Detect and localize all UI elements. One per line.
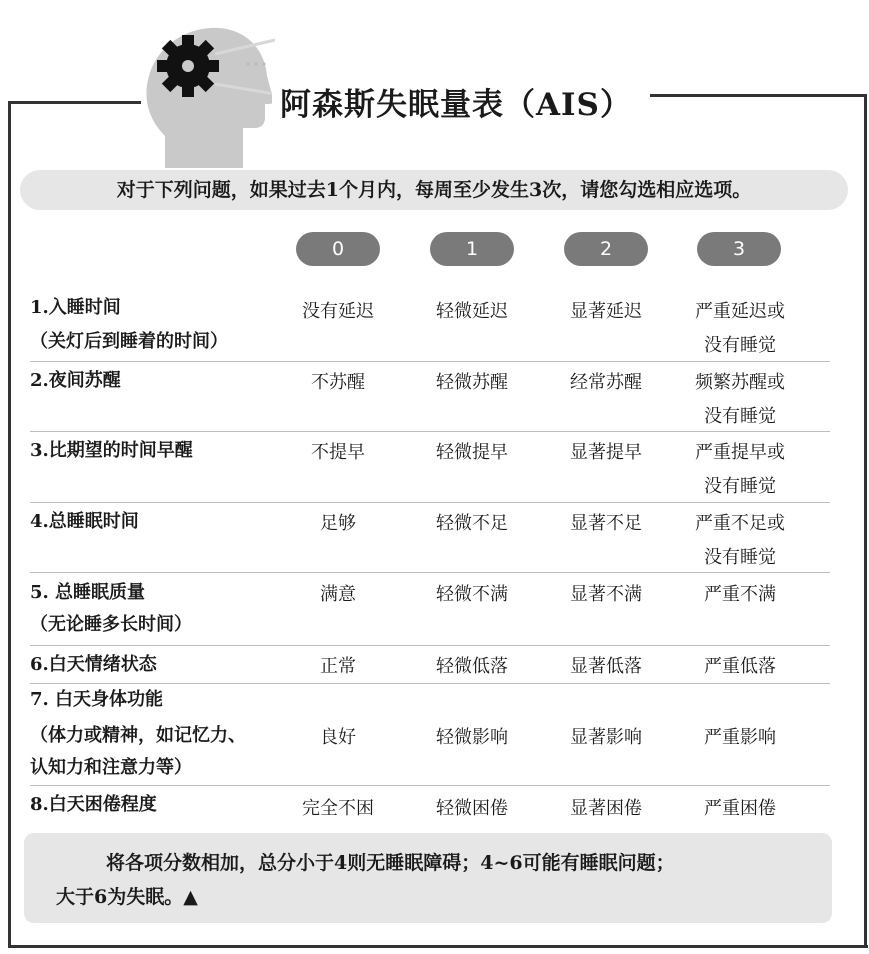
option-cell: 严重影响 [704,727,776,748]
item-label: 1.入睡时间 [30,297,121,318]
option-cell: 正常 [320,656,356,677]
frame-left-border [8,101,11,947]
option-cell: 严重困倦 [704,798,776,819]
option-cell: 显著不满 [570,584,642,605]
option-cell: 严重不满 [704,584,776,605]
item-label: 5. 总睡眠质量 [30,582,146,603]
option-cell: 轻微低落 [436,656,508,677]
item-label-note: （无论睡多长时间） [30,614,192,635]
option-cell: 显著影响 [570,727,642,748]
item-label: 7. 白天身体功能 [30,689,164,710]
page-title: 阿森斯失眠量表（AIS） [272,80,640,130]
score-pill-3: 3 [697,232,781,266]
option-cell-line2: 没有睡觉 [704,335,776,356]
option-cell: 经常苏醒 [570,372,642,393]
option-cell: 显著困倦 [570,798,642,819]
option-cell: 不提早 [311,442,365,463]
option-cell: 严重延迟或 [695,301,785,322]
frame-top-left-line [8,101,141,104]
item-label: 3.比期望的时间早醒 [30,440,193,461]
row-divider [30,785,830,786]
row-divider [30,431,830,432]
item-label: 6.白天情绪状态 [30,654,157,675]
option-cell: 良好 [320,727,356,748]
row-divider [30,361,830,362]
scoring-note-line1: 将各项分数相加，总分小于4则无睡眠障碍；4~6可能有睡眠问题； [106,852,675,874]
option-cell: 满意 [320,584,356,605]
row-divider [30,645,830,646]
option-cell: 轻微延迟 [436,301,508,322]
option-cell: 频繁苏醒或 [695,372,785,393]
option-cell: 严重不足或 [695,513,785,534]
score-pill-1: 1 [430,232,514,266]
option-cell: 显著提早 [570,442,642,463]
option-cell: 没有延迟 [302,301,374,322]
option-cell: 轻微不足 [436,513,508,534]
option-cell: 完全不困 [302,798,374,819]
option-cell: 显著延迟 [570,301,642,322]
option-cell: 足够 [320,513,356,534]
option-cell-line2: 没有睡觉 [704,547,776,568]
option-cell: 严重提早或 [695,442,785,463]
head-gear-icon [135,18,285,168]
frame-top-right-line [650,94,867,97]
option-cell-line2: 没有睡觉 [704,406,776,427]
option-cell: 轻微苏醒 [436,372,508,393]
option-cell-line2: 没有睡觉 [704,476,776,497]
score-pill-0: 0 [296,232,380,266]
instruction-banner: 对于下列问题，如果过去1个月内，每周至少发生3次，请您勾选相应选项。 [20,170,848,210]
option-cell: 不苏醒 [311,372,365,393]
option-cell: 轻微困倦 [436,798,508,819]
row-divider [30,502,830,503]
scoring-note-line2: 大于6为失眠。▲ [56,886,198,908]
frame-bottom-border [8,945,868,948]
row-divider [30,572,830,573]
option-cell: 显著不足 [570,513,642,534]
option-cell: 严重低落 [704,656,776,677]
option-cell: 轻微提早 [436,442,508,463]
frame-right-border [864,94,867,948]
item-label: 2.夜间苏醒 [30,370,121,391]
item-label-note: 认知力和注意力等） [30,757,192,778]
scoring-note [24,833,832,923]
option-cell: 轻微不满 [436,584,508,605]
item-label-note: （关灯后到睡着的时间） [30,331,228,352]
item-label-note: （体力或精神，如记忆力、 [30,725,246,746]
option-cell: 轻微影响 [436,727,508,748]
score-pill-2: 2 [564,232,648,266]
option-cell: 显著低落 [570,656,642,677]
item-label: 8.白天困倦程度 [30,794,157,815]
item-label: 4.总睡眠时间 [30,511,139,532]
